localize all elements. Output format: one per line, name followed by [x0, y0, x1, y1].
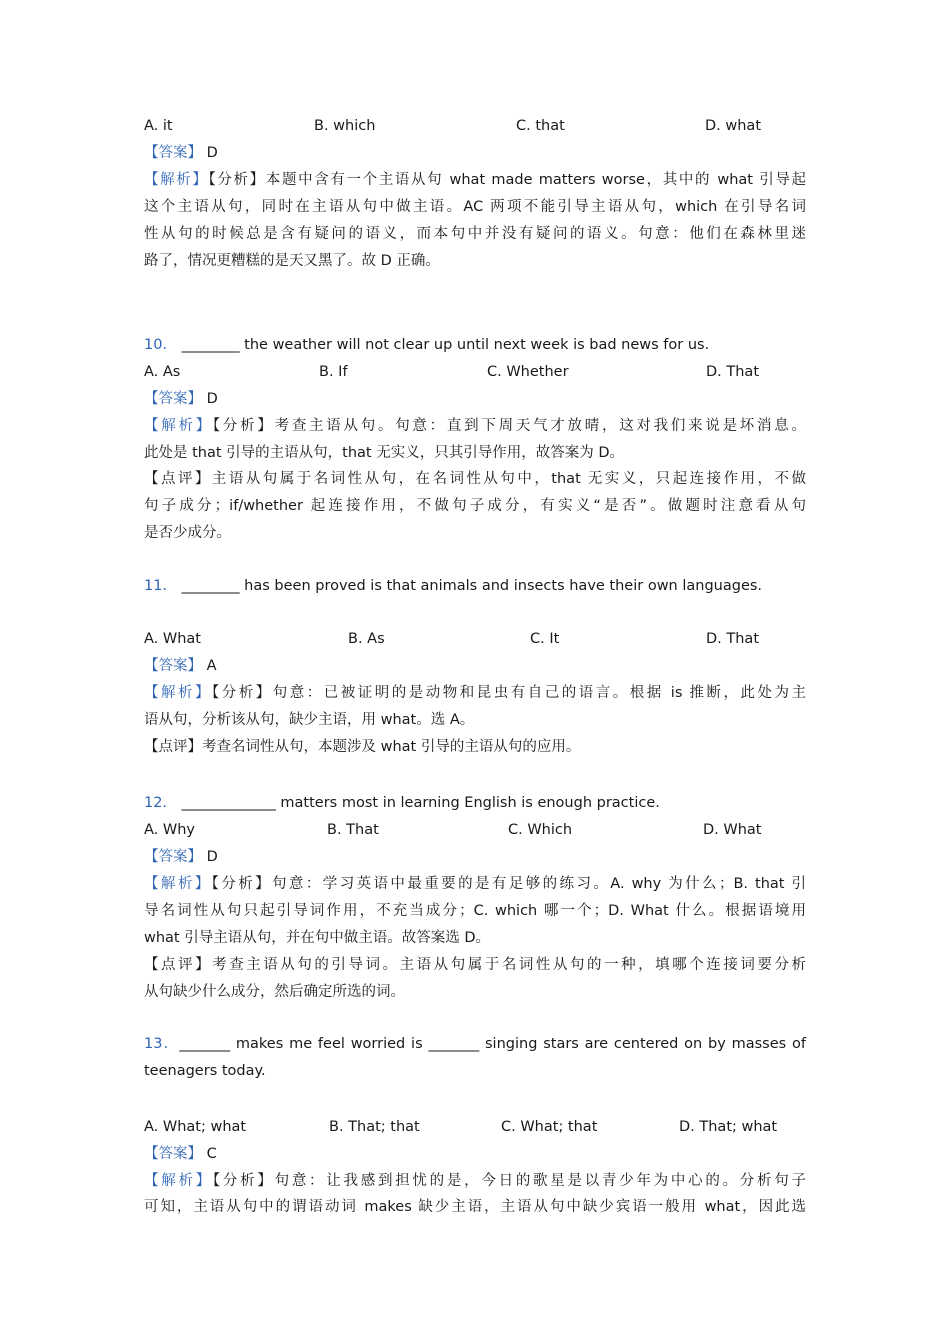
question-text: ________ the weather will not clear up until next week is bad news for us.: [181, 337, 710, 353]
q10-analysis-line: [144, 416, 806, 436]
answer-value: D: [206, 849, 218, 865]
q12-stem: [144, 793, 806, 813]
question-number: 10．: [144, 337, 177, 353]
q11-analysis-line: [144, 683, 806, 703]
answer-tag: 【答案】: [144, 658, 202, 674]
analysis-text: 【分析】句意：学习英语中最重要的是有足够的练习。A. why 为什么；B. that 引: [211, 876, 807, 892]
q11-option-d: D. That: [706, 631, 760, 647]
question-number: 12．: [144, 795, 177, 811]
question-text: _______ makes me feel worried is _______ singing stars are centered on by masses of: [179, 1036, 806, 1052]
q12-option-d: D. What: [703, 822, 762, 838]
q12-comment-line: 从句缺少什么成分，然后确定所选的词。: [144, 984, 405, 1000]
q11-stem: [144, 576, 806, 596]
q13-option-b: B. That; that: [329, 1119, 420, 1135]
q10-answer: [144, 389, 806, 409]
question-number: 13．: [144, 1036, 180, 1052]
q10-option-b: B. If: [319, 364, 348, 380]
q11-answer: [144, 656, 806, 676]
analysis-text: 【分析】考查主语从句。句意：直到下周天气才放晴，这对我们来说是坏消息。: [212, 418, 806, 434]
q9-answer: [144, 143, 806, 163]
answer-tag: 【答案】: [144, 145, 202, 161]
question-text: _____________ matters most in learning English is enough practice.: [181, 795, 660, 811]
q12-option-b: B. That: [327, 822, 379, 838]
q11-analysis-line: 语从句，分析该从句，缺少主语，用 what。选 A。: [144, 712, 475, 728]
q12-option-a: A. Why: [144, 822, 195, 838]
q13-option-d: D. That; what: [679, 1119, 778, 1135]
q13-option-a: A. What; what: [144, 1119, 247, 1135]
q9-analysis-line: [144, 170, 806, 190]
analysis-tag: 【解析】: [144, 1173, 213, 1189]
q12-answer: [144, 847, 806, 867]
q13-analysis-line: 可知，主语从句中的谓语动词 makes 缺少主语，主语从句中缺少宾语一般用 what，因此选: [144, 1199, 806, 1215]
q13-answer: [144, 1144, 806, 1164]
answer-value: D: [206, 145, 218, 161]
analysis-text: 【分析】句意：让我感到担忧的是，今日的歌星是以青少年为中心的。分析句子: [212, 1173, 806, 1189]
analysis-tag: 【解析】: [144, 418, 213, 434]
q11-option-b: B. As: [348, 631, 385, 647]
analysis-tag: 【解析】: [144, 172, 209, 188]
question-number: 11．: [144, 578, 177, 594]
analysis-tag: 【解析】: [144, 876, 212, 892]
q11-option-a: A. What: [144, 631, 201, 647]
q10-stem: [144, 335, 806, 355]
q9-option-b: B. which: [314, 118, 376, 134]
q12-option-c: C. Which: [508, 822, 573, 838]
q10-comment-line: 句子成分；if/whether 起连接作用，不做句子成分，有实义“是否”。做题时注意看从句: [144, 498, 806, 514]
q9-option-c: C. that: [516, 118, 565, 134]
q9-analysis-line: 这个主语从句，同时在主语从句中做主语。AC 两项不能引导主语从句，which 在引导名词: [144, 199, 806, 215]
q10-comment-line: 【点评】主语从句属于名词性从句，在名词性从句中，that 无实义，只起连接作用，不做: [144, 471, 806, 487]
q10-analysis-line: 此处是 that 引导的主语从句，that 无实义，只其引导作用，故答案为 D。: [144, 445, 624, 461]
q10-option-d: D. That: [706, 364, 760, 380]
q9-option-d: D. what: [705, 118, 762, 134]
question-text: ________ has been proved is that animals and insects have their own languages.: [181, 578, 763, 594]
q10-option-a: A. As: [144, 364, 181, 380]
q11-comment-line: 【点评】考查名词性从句，本题涉及 what 引导的主语从句的应用。: [144, 739, 581, 755]
answer-tag: 【答案】: [144, 391, 202, 407]
q10-option-c: C. Whether: [487, 364, 569, 380]
analysis-tag: 【解析】: [144, 685, 212, 701]
q11-option-c: C. It: [530, 631, 560, 647]
analysis-text: 【分析】句意：已被证明的是动物和昆虫有自己的语言。根据 is 推断，此处为主: [212, 685, 806, 701]
q10-comment-line: 是否少成分。: [144, 525, 231, 541]
q9-analysis-line: 性从句的时候总是含有疑问的语义，而本句中并没有疑问的语义。句意：他们在森林里迷: [144, 226, 806, 242]
answer-value: C: [206, 1146, 217, 1162]
q12-analysis-line: 导名词性从句只起引导词作用，不充当成分；C. which 哪一个；D. What 什么。根据语境用: [144, 903, 806, 919]
q13-option-c: C. What; that: [501, 1119, 598, 1135]
q9-analysis-line: 路了，情况更糟糕的是天又黑了。故 D 正确。: [144, 253, 440, 269]
q12-analysis-line: what 引导主语从句，并在句中做主语。故答案选 D。: [144, 930, 491, 946]
answer-tag: 【答案】: [144, 849, 202, 865]
q13-stem: [144, 1034, 806, 1054]
q9-option-a: A. it: [144, 118, 173, 134]
answer-tag: 【答案】: [144, 1146, 202, 1162]
q13-stem-line: teenagers today.: [144, 1063, 266, 1079]
q12-analysis-line: [144, 874, 806, 894]
analysis-text: 【分析】本题中含有一个主语从句 what made matters worse，其中的 what 引导起: [208, 172, 806, 188]
answer-value: A: [206, 658, 217, 674]
answer-value: D: [206, 391, 218, 407]
q12-comment-line: 【点评】考查主语从句的引导词。主语从句属于名词性从句的一种，填哪个连接词要分析: [144, 957, 806, 973]
q13-analysis-line: [144, 1171, 806, 1191]
